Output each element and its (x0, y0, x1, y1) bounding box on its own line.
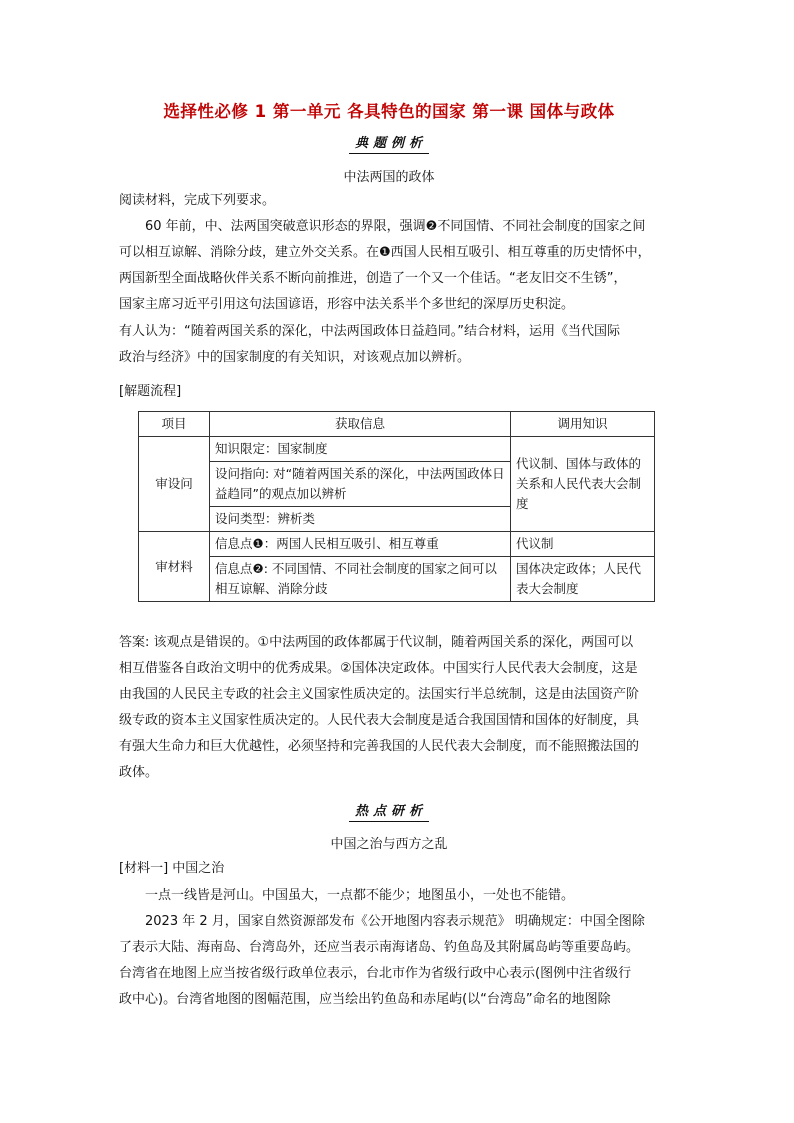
material-line: 政中心)。台湾省地图的图幅范围，应当绘出钓鱼岛和赤尾屿(以“台湾岛”命名的地图除 (119, 992, 611, 1007)
material-line: 60 年前，中、法两国突破意识形态的界限，强调❷不同国情、不同社会制度的国家之间 (145, 219, 646, 234)
answer-line: 政体。 (119, 765, 159, 780)
material-label: [材料一] 中国之治 (119, 861, 225, 876)
answer-line: 级专政的资本主义国家性质决定的。人民代表大会制度是适合我国国情和国体的好制度，具 (119, 713, 640, 728)
flow-label: [解题流程] (119, 384, 182, 399)
material-line: 一点一线皆是河山。中国虽大，一点都不能少；地图虽小，一处也不能错。 (145, 888, 575, 903)
table-group-label: 审材料 (139, 532, 210, 602)
table-row (139, 532, 655, 557)
answer-line: 答案: 该观点是错误的。①中法两国的政体都属于代议制，随着两国关系的深化，两国可以 (119, 635, 634, 650)
section-heading-hotspot: 热点研析 (119, 800, 659, 822)
hotspot-subtitle: 中国之治与西方之乱 (330, 837, 448, 852)
example-subtitle: 中法两国的政体 (343, 170, 435, 185)
material-line: 了表示大陆、海南岛、台湾岛外，还应当表示南海诸岛、钓鱼岛及其附属岛屿等重要岛屿。 (119, 940, 640, 955)
instruction-text: 阅读材料，完成下列要求。 (119, 193, 276, 208)
table-knowledge-cell: 代议制 (511, 532, 655, 557)
section-heading-examples: 典题例析 (119, 132, 659, 154)
table-knowledge-cell: 国体决定政体；人民代表大会制度 (511, 557, 655, 602)
table-header: 获取信息 (210, 412, 511, 437)
answer-line: 由我国的人民民主专政的社会主义国家性质决定的。法国实行半总统制，这是由法国资产阶 (119, 687, 640, 702)
table-row (139, 437, 655, 462)
page-title: 选择性必修 1 第一单元 各具特色的国家 第一课 国体与政体 (163, 102, 615, 121)
material-line: 台湾省在地图上应当按省级行政单位表示，台北市作为省级行政中心表示(图例中注省级行 (119, 966, 632, 981)
material-line: 两国新型全面战略伙伴关系不断向前推进，创造了一个又一个佳话。“老友旧交不生锈”， (119, 271, 627, 286)
question-line: 有人认为：“随着两国关系的深化，中法两国政体日益趋同。”结合材料，运用《当代国际 (119, 324, 620, 339)
table-cell: 知识限定：国家制度 (210, 437, 511, 462)
table-cell: 设问指向: 对“随着两国关系的深化，中法两国政体日益趋同”的观点加以辨析 (210, 462, 511, 507)
table-header: 调用知识 (511, 412, 655, 437)
material-line: 可以相互谅解、消除分歧，建立外交关系。在❶西国人民相互吸引、相互尊重的历史情怀中， (119, 245, 651, 260)
material-line: 2023 年 2 月，国家自然资源部发布《公开地图内容表示规范》 明确规定：中国全图除 (145, 914, 645, 929)
answer-line: 相互借鉴各自政治文明中的优秀成果。②国体决定政体。中国实行人民代表大会制度，这是 (119, 661, 638, 676)
table-knowledge-cell: 代议制、国体与政体的关系和人民代表大会制度 (511, 437, 655, 532)
question-line: 政治与经济》中的国家制度的有关知识，对该观点加以辨析。 (119, 350, 471, 365)
table-row (139, 557, 655, 602)
table-header: 项目 (139, 412, 210, 437)
table-cell: 设问类型：辨析类 (210, 507, 511, 532)
answer-line: 有强大生命力和巨大优越性，必须坚持和完善我国的人民代表大会制度，而不能照搬法国的 (119, 739, 640, 754)
table-cell: 信息点❶：两国人民相互吸引、相互尊重 (210, 532, 511, 557)
table-cell: 信息点❷: 不同国情、不同社会制度的国家之间可以相互谅解、消除分歧 (210, 557, 511, 602)
solution-flow-table (138, 411, 655, 602)
table-header-row (139, 412, 655, 437)
material-line: 国家主席习近平引用这句法国谚语，形容中法关系半个多世纪的深厚历史积淀。 (119, 297, 575, 312)
table-group-label: 审设问 (139, 437, 210, 532)
